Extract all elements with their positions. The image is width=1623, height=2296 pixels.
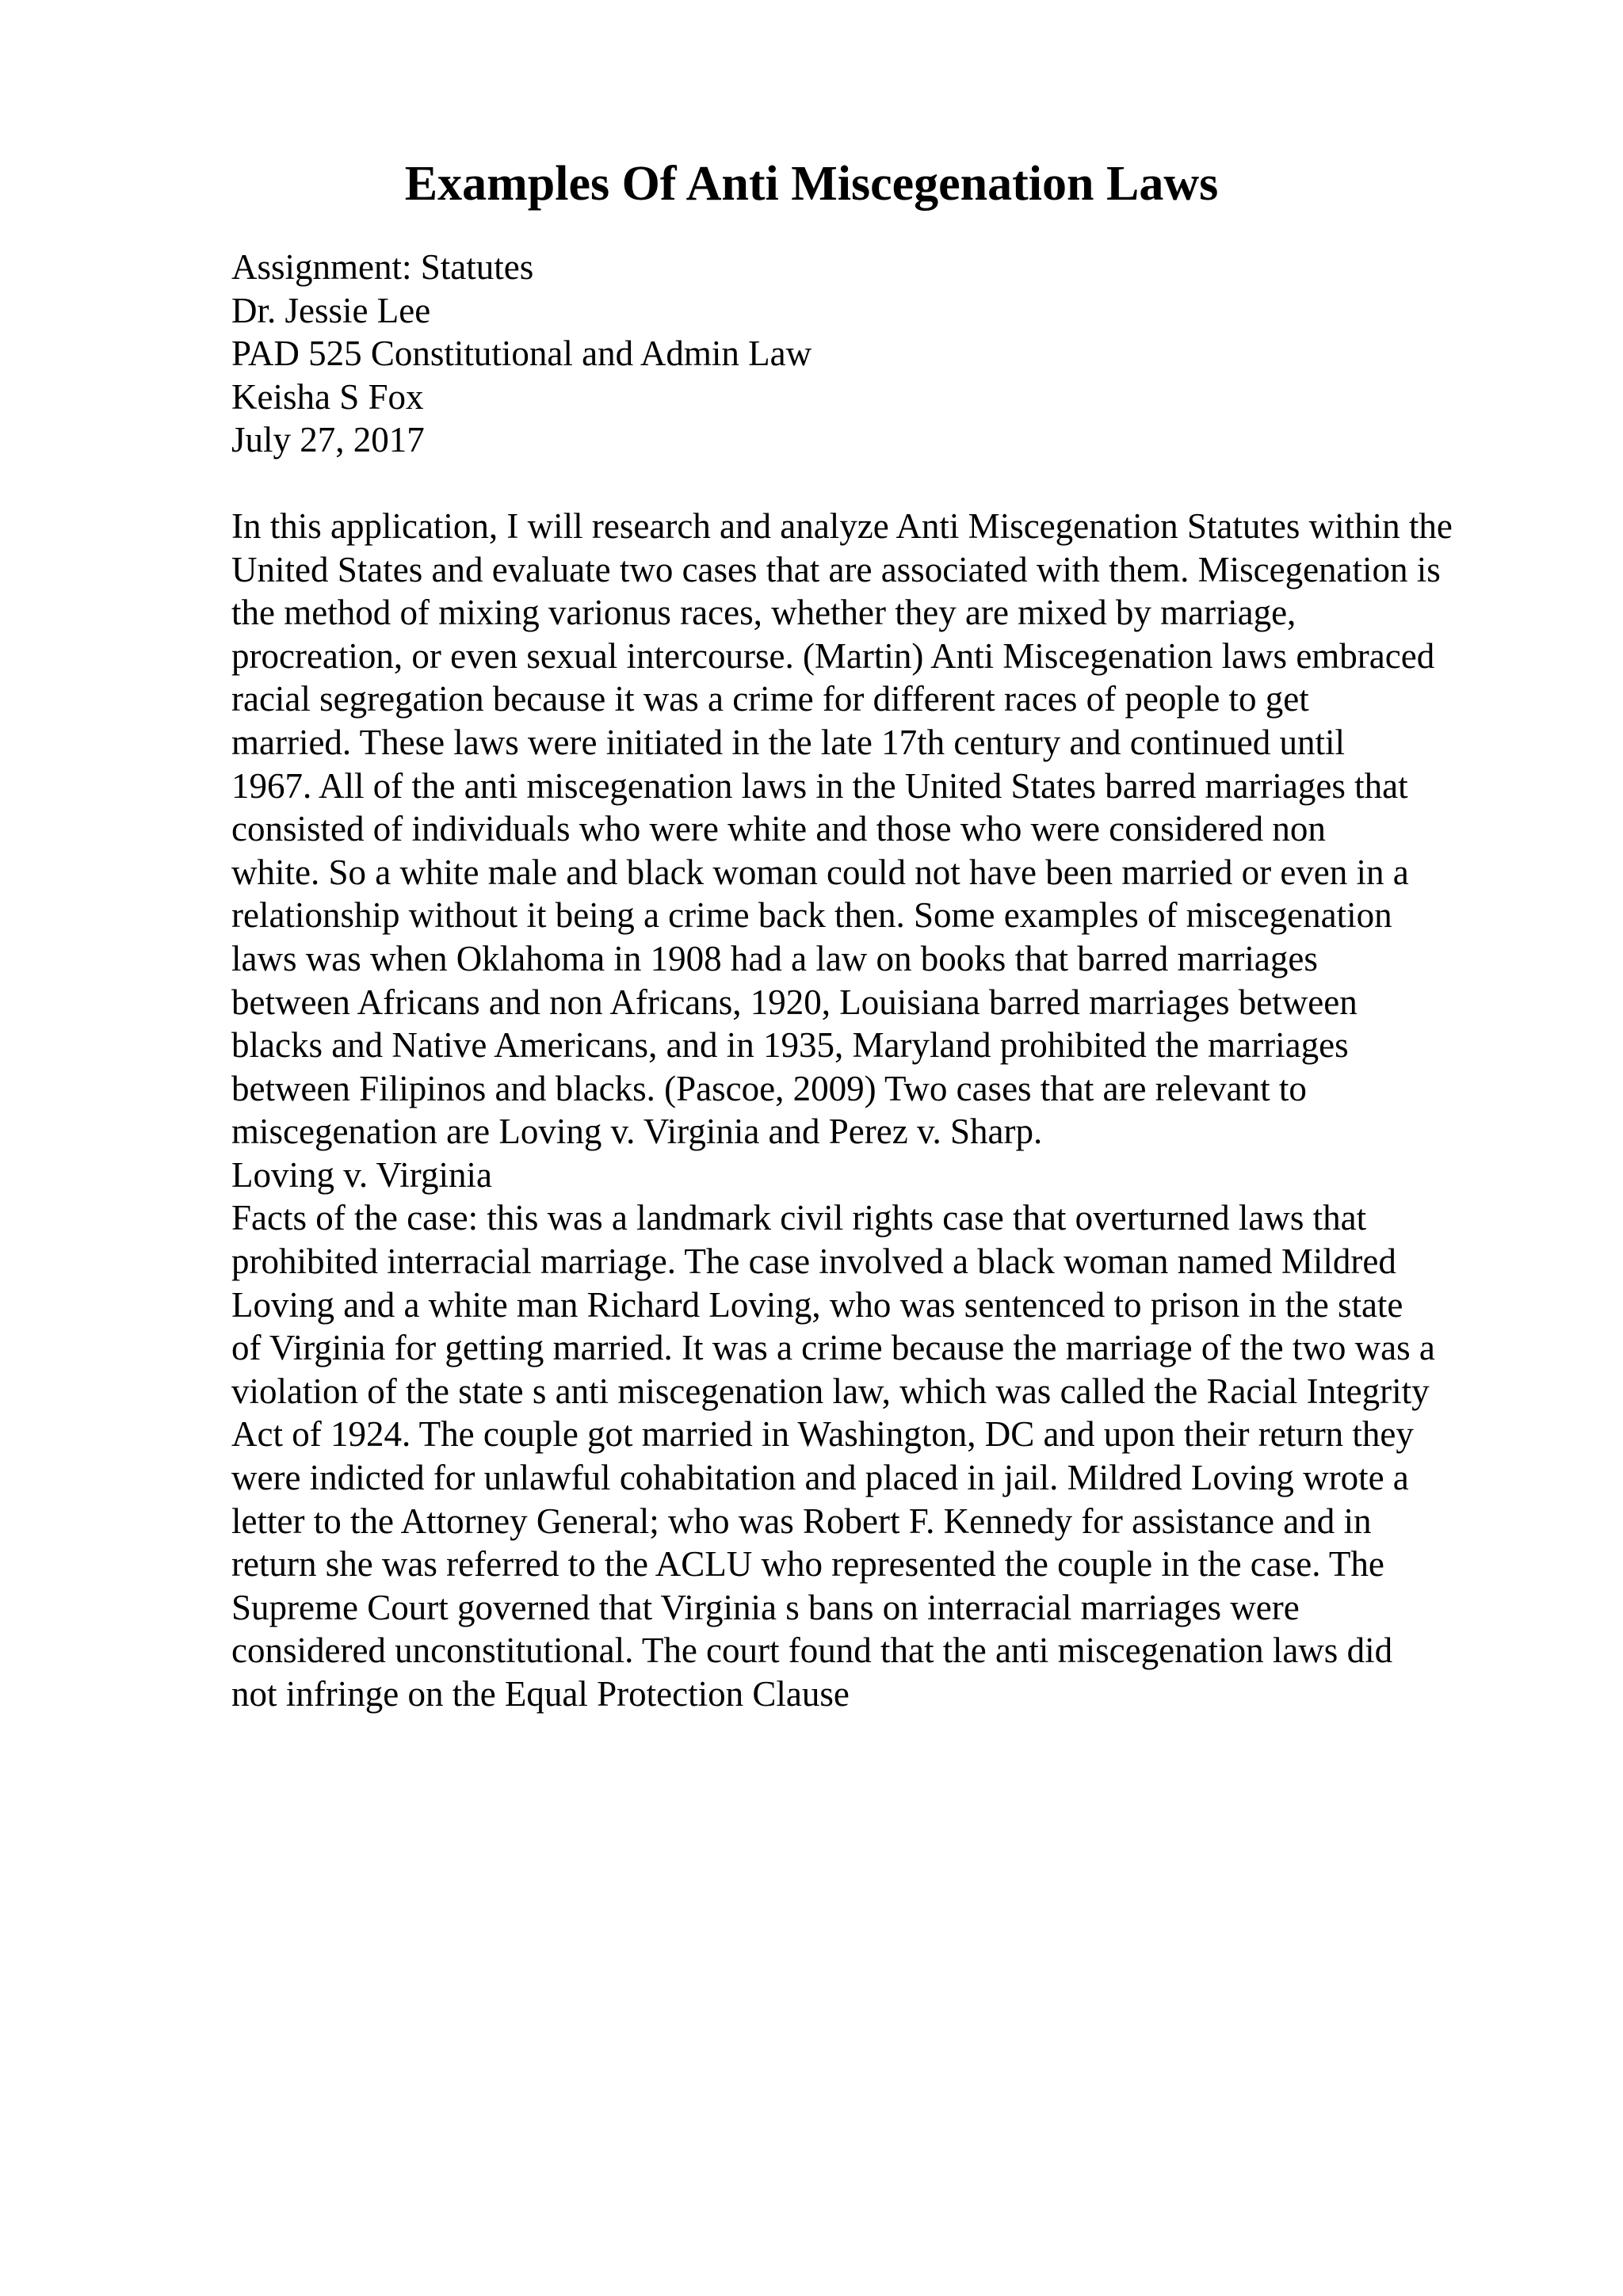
body-line: Supreme Court governed that Virginia s bans on interracial marriages were <box>231 1587 1300 1627</box>
body-line: violation of the state s anti miscegenation law, which was called the Racial Integrity <box>231 1371 1430 1411</box>
body-line: Act of 1924. The couple got married in Washington, DC and upon their return they <box>231 1414 1414 1455</box>
body-line: 1967. All of the anti miscegenation laws in the United States barred marriages that <box>231 765 1408 806</box>
body-line: considered unconstitutional. The court found that the anti miscegenation laws did <box>231 1630 1393 1671</box>
assignment-header <box>231 246 1531 462</box>
body-line: laws was when Oklahoma in 1908 had a law on books that barred marriages <box>231 938 1318 978</box>
body-line: were indicted for unlawful cohabitation and placed in jail. Mildred Loving wrote a <box>231 1458 1409 1498</box>
body-line: In this application, I will research and analyze Anti Miscegenation Statutes within the <box>231 505 1453 546</box>
body-line: married. These laws were initiated in the late 17th century and continued until <box>231 722 1345 762</box>
header-line-instructor: Dr. Jessie Lee <box>231 290 431 330</box>
body-line: Facts of the case: this was a landmark civil rights case that overturned laws that <box>231 1198 1367 1238</box>
body-line: blacks and Native Americans, and in 1935, Maryland prohibited the marriages <box>231 1025 1349 1066</box>
header-line-author: Keisha S Fox <box>231 376 424 417</box>
body-line: miscegenation are Loving v. Virginia and Perez v. Sharp. <box>231 1112 1043 1152</box>
body-line: prohibited interracial marriage. The case involved a black woman named Mildred <box>231 1241 1396 1282</box>
header-line-course: PAD 525 Constitutional and Admin Law <box>231 334 812 374</box>
body-line: return she was referred to the ACLU who represented the couple in the case. The <box>231 1544 1384 1585</box>
header-line-date: July 27, 2017 <box>231 420 425 460</box>
body-line: consisted of individuals who were white and those who were considered non <box>231 809 1326 849</box>
body-line: between Africans and non Africans, 1920, Louisiana barred marriages between <box>231 982 1358 1022</box>
body-text <box>231 505 1531 1716</box>
document-title: Examples Of Anti Miscegenation Laws <box>404 157 1219 211</box>
body-line: procreation, or even sexual intercourse. (Martin) Anti Miscegenation laws embraced <box>231 635 1435 676</box>
body-line: of Virginia for getting married. It was a crime because the marriage of the two was a <box>231 1328 1435 1368</box>
body-line: between Filipinos and blacks. (Pascoe, 2009) Two cases that are relevant to <box>231 1068 1307 1108</box>
body-line: the method of mixing varionus races, whether they are mixed by marriage, <box>231 593 1296 633</box>
document-content <box>231 246 1531 1716</box>
body-line: not infringe on the Equal Protection Clause <box>231 1674 850 1714</box>
body-line: Loving and a white man Richard Loving, who was sentenced to prison in the state <box>231 1284 1403 1325</box>
body-line: United States and evaluate two cases that are associated with them. Miscegenation is <box>231 549 1441 589</box>
body-line: relationship without it being a crime back then. Some examples of miscegenation <box>231 895 1392 936</box>
body-line: letter to the Attorney General; who was Robert F. Kennedy for assistance and in <box>231 1501 1372 1541</box>
body-line: white. So a white male and black woman could not have been married or even in a <box>231 852 1409 892</box>
header-line-assignment: Assignment: Statutes <box>231 247 534 287</box>
body-line: racial segregation because it was a crime for different races of people to get <box>231 679 1309 719</box>
section-heading-loving-v-virginia: Loving v. Virginia <box>231 1154 492 1195</box>
